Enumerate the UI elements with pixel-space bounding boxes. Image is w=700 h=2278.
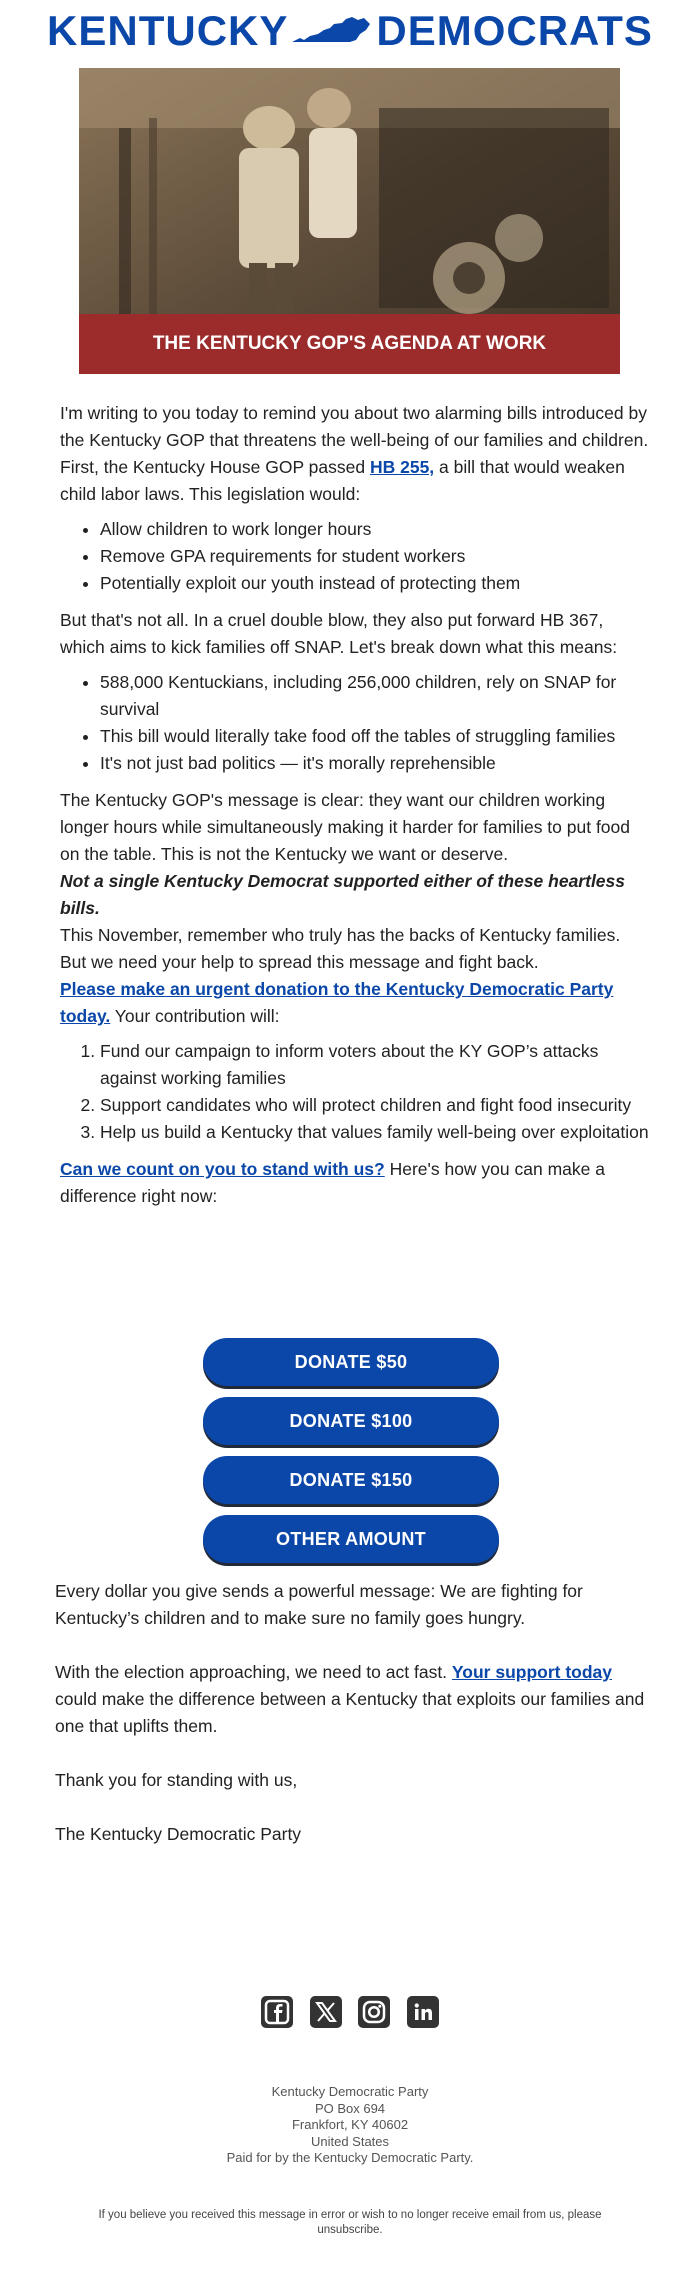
kentucky-state-icon (290, 9, 374, 59)
election-paragraph (55, 1659, 655, 1740)
signature-text: The Kentucky Democratic Party (55, 1824, 302, 1844)
list-item: • Potentially exploit our youth instead of protecting them (100, 570, 650, 597)
instagram-icon[interactable] (358, 1996, 390, 2028)
footer-country: United States (310, 2133, 390, 2149)
other-amount-button[interactable]: OTHER AMOUNT (203, 1515, 499, 1563)
urgent-donation-link[interactable]: Please make an urgent donation to the Kentucky Democratic Party today. (60, 979, 614, 1026)
list-item: • Remove GPA requirements for student workers (100, 543, 650, 570)
contribution-list (60, 1038, 650, 1146)
november-paragraph: This November, remember who truly has the backs of Kentucky families. But we need your help to spread this message and fight back. (60, 925, 621, 972)
thank-you-text: Thank you for standing with us, (55, 1770, 298, 1790)
footer-po-box: PO Box 694 (314, 2100, 386, 2116)
difference-text: Here's how you can make a difference right now: (60, 1159, 605, 1206)
hb255-link[interactable]: HB 255, (369, 457, 435, 477)
footer-org: Kentucky Democratic Party (271, 2084, 429, 2099)
hb255-text-before: First, the Kentucky House GOP passed (60, 457, 370, 477)
hb367-paragraph: But that's not all. In a cruel double blow, they also put forward HB 367, which aims to kick families off SNAP. Let's break down what this means: (60, 610, 618, 657)
hb255-text-after: a bill that would weaken child labor laws. This legislation would: (60, 457, 625, 504)
footer-address (0, 2084, 700, 2167)
linkedin-icon[interactable] (407, 1996, 439, 2028)
closing-section (55, 1578, 655, 1875)
hb255-paragraph (60, 454, 650, 508)
intro-paragraph: I'm writing to you today to remind you about two alarming bills introduced by the Kentucky GOP that threatens the well-being of our families and children. (60, 403, 649, 450)
hero-image (79, 68, 620, 374)
hero-banner-text: THE KENTUCKY GOP'S AGENDA AT WORK (79, 314, 620, 374)
count-on-you-paragraph (60, 1156, 650, 1210)
list-item: 2. Support candidates who will protect children and fight food insecurity (100, 1092, 650, 1119)
kentucky-democrats-logo[interactable] (0, 0, 700, 56)
no-democrat-supported-text: Not a single Kentucky Democrat supported either of these heartless bills. (60, 871, 626, 918)
logo-right-text: DEMOCRATS (376, 7, 653, 54)
list-item: 1. Fund our campaign to inform voters about the KY GOP’s attacks against working families (100, 1038, 650, 1092)
gop-message-paragraph: The Kentucky GOP's message is clear: they want our children working longer hours while simultaneously making it harder for families to put food on the table. This is not the Kentucky we want or deserve. (60, 790, 631, 864)
main-content (60, 400, 650, 1210)
facebook-icon[interactable] (261, 1996, 293, 2028)
donate-150-button[interactable]: DONATE $150 (203, 1456, 499, 1504)
every-dollar-paragraph: Every dollar you give sends a powerful message: We are fighting for Kentucky’s children and to make sure no family goes hungry. (55, 1581, 583, 1628)
unsubscribe-disclaimer[interactable]: If you believe you received this message in error or wish to no longer receive email from us, please unsubscribe. (98, 2209, 602, 2236)
election-text-before: With the election approaching, we need to act fast. (55, 1662, 452, 1682)
contribution-text: Your contribution will: (110, 1006, 280, 1026)
list-item: • Allow children to work longer hours (100, 516, 650, 543)
list-item: • This bill would literally take food off the tables of struggling families (100, 723, 650, 750)
your-support-today-link[interactable]: Your support today (451, 1662, 612, 1682)
list-item: • It's not just bad politics — it's morally reprehensible (100, 750, 650, 777)
donate-100-button[interactable]: DONATE $100 (203, 1397, 499, 1445)
donate-50-button[interactable]: DONATE $50 (203, 1338, 499, 1386)
donation-paragraph (60, 976, 650, 1030)
list-item: • 588,000 Kentuckians, including 256,000 children, rely on SNAP for survival (100, 669, 650, 723)
x-icon[interactable] (310, 1996, 342, 2028)
stand-with-us-link[interactable]: Can we count on you to stand with us? (60, 1159, 385, 1179)
footer-city: Frankfort, KY 40602 (291, 2117, 409, 2132)
logo-left-text: KENTUCKY (47, 7, 289, 54)
hb255-effects-list (60, 516, 650, 597)
list-item: 3. Help us build a Kentucky that values family well-being over exploitation (100, 1119, 650, 1146)
election-text-after: could make the difference between a Kentucky that exploits our families and one that uplifts them. (55, 1689, 645, 1736)
social-links (0, 1996, 700, 2028)
footer-paid-for: Paid for by the Kentucky Democratic Party. (226, 2150, 474, 2165)
donate-buttons (203, 1338, 499, 1574)
snap-effects-list (60, 669, 650, 777)
